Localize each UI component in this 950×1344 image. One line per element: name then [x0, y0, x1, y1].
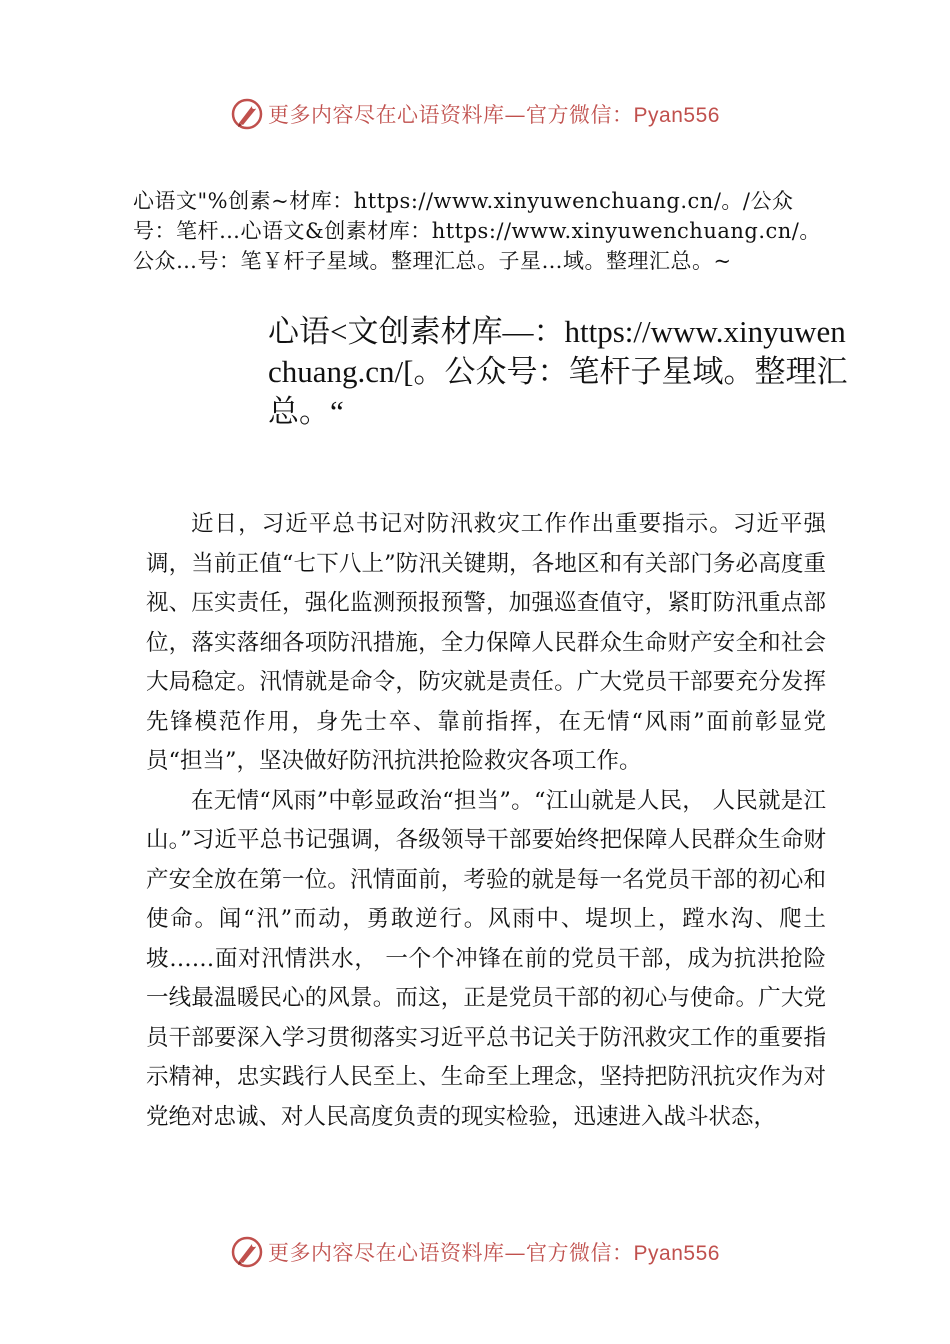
article-paragraph-1: 近日，习近平总书记对防汛救灾工作作出重要指示。习近平强调，当前正值“七下八上”防汛关键期，各地区和有关部门务必高度重视、压实责任，强化监测预报预警，加强巡查值守，紧盯防汛重点部位，落实落细各项防汛措施，全力保障人民群众生命财产安全和社会大局稳定。汛情就是命令，防灾就是责任。广大党员干部要充分发挥先锋模范作用，身先士卒、靠前指挥，在无情“风雨”面前彰显党员“担当”，坚决做好防汛抗洪抢险救灾各项工作。	[146, 511, 826, 774]
watermark-small-text: 心语文"%创素~材库：https://www.xinyuwenchuang.cn/。/公众号：笔杆…心语文&创素材库：https://www.xinyuwenchuang.cn/。公众…号：笔￥杆子星域。整理汇总。子星…域。整理汇总。~	[133, 189, 821, 273]
pen-logo-icon	[230, 1235, 264, 1269]
article-paragraph-2: 在无情“风雨”中彰显政治“担当”。“江山就是人民， 人民就是江山。”习近平总书记强调，各级领导干部要始终把保障人民群众生命财产安全放在第一位。汛情面前，考验的就是每一名党员干部的初心和使命。闻“汛”而动，勇敢逆行。风雨中、堤坝上，蹚水沟、爬土坡……面对汛情洪水， 一个个冲锋在前的党员干部，成为抗洪抢险一线最温暖民心的风景。而这，正是党员干部的初心与使命。广大党员干部要深入学习贯彻落实习近平总书记关于防汛救灾工作的重要指示精神，忠实践行人民至上、生命至上理念，坚持把防汛抗灾作为对党绝对忠诚、对人民高度负责的现实检验，迅速进入战斗状态，	[146, 787, 826, 1130]
header-banner	[0, 94, 950, 134]
header-banner-text: 更多内容尽在心语资料库—官方微信：Pyan556	[268, 103, 720, 127]
header-wechat-id: Pyan556	[633, 104, 720, 127]
article-body	[146, 505, 826, 1137]
watermark-large-text: 心语<文创素材库—：https://www.xinyuwenchuang.cn/[。公众号：笔杆子星域。整理汇总。“	[268, 314, 848, 429]
pen-logo-icon	[230, 97, 264, 131]
footer-banner	[0, 1232, 950, 1272]
footer-banner-text: 更多内容尽在心语资料库—官方微信：Pyan556	[268, 1241, 720, 1265]
footer-wechat-id: Pyan556	[633, 1242, 720, 1265]
